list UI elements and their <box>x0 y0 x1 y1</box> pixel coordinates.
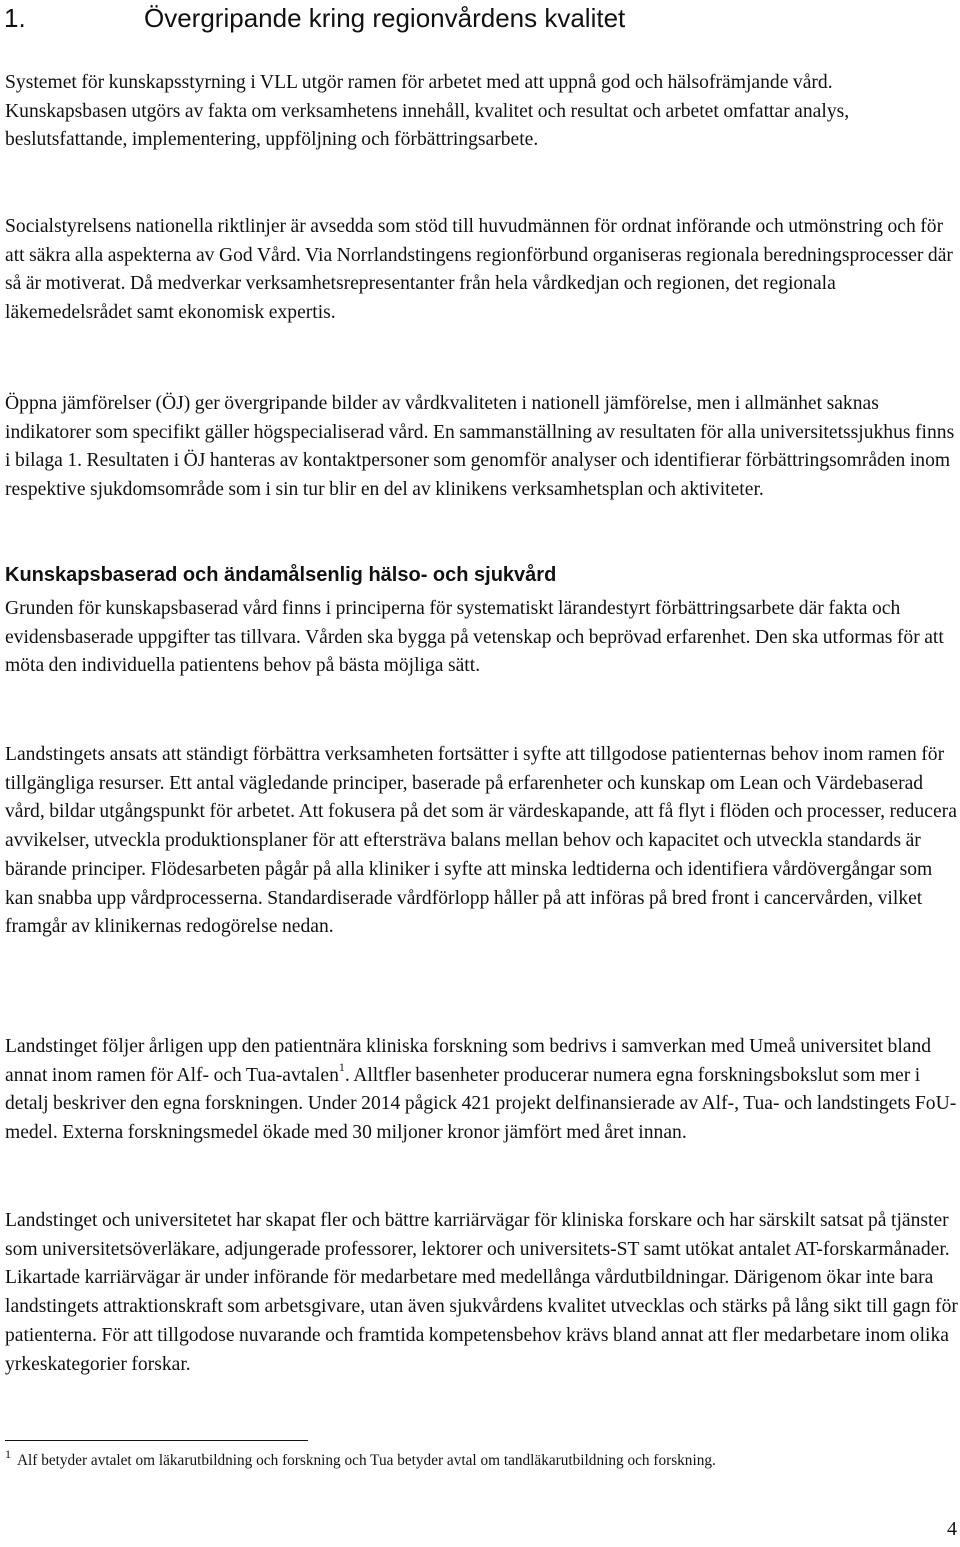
paragraph-kunskapsstyrning: Systemet för kunskapsstyrning i VLL utgör ramen för arbetet med att uppnå god och hälsofrämjande vård. Kunskapsbasen utgörs av fakta om verksamhetens innehåll, kvalitet och resultat och arbetet omfattar analys, beslutsfattande, implementering, uppföljning och förbättringsarbete. <box>5 72 850 151</box>
paragraph-riktlinjer: Socialstyrelsens nationella riktlinjer är avsedda som stöd till huvudmännen för ordnat införande och utmönstring och för att säkra alla aspekterna av God Vård. Via Norrlandstingens regionförbund organiseras regionala beredningsprocesser där så är motiverat. Då medverkar verksamhetsrepresentanter från hela vårdkedjan och regionen, det regionala läkemedelsrådet samt ekonomisk expertis. <box>5 216 953 324</box>
subsection-heading: Kunskapsbaserad och ändamålsenlig hälso- och sjukvård <box>5 564 557 586</box>
research-text-start: Landstinget följer årligen upp den patientnära kliniska forskning som bedrivs i samverkan med Umeå universitet bland annat inom ramen för Alf- och Tua-avtalen <box>5 1036 932 1086</box>
paragraph-kunskapsbaserad-vard: Grunden för kunskapsbaserad vård finns i principerna för systematiskt lärandestyrt förbättringsarbete där fakta och evidensbaserade uppgifter tas tillvara. Vården ska bygga på vetenskap och beprövad erfarenhet. Den ska utformas för att möta den individuella patientens behov på bästa möjliga sätt. <box>5 598 944 677</box>
footnote-reference[interactable]: 1 <box>338 1060 345 1075</box>
footnote-mark: 1 <box>5 1447 11 1461</box>
page-number: 4 <box>947 1518 957 1540</box>
footnote <box>5 1447 716 1472</box>
paragraph-karriarvagar: Landstinget och universitetet har skapat fler och bättre karriärvägar för kliniska forskare och har särskilt satsat på tjänster som universitetsöverläkare, adjungerade professorer, lektorer och universitets-ST samt utökat antalet AT-forskarmånader. Likartade karriärvägar är under införande för medarbetare med medellånga vårdutbildningar. Därigenom ökar inte bara landstingets attraktionskraft som arbetsgivare, utan även sjukvårdens kvalitet utvecklas och stärks på lång sikt till gagn för patienterna. För att tillgodose nuvarande och framtida kompetensbehov krävs bland annat att fler medarbetare inom olika yrkeskategorier forskar. <box>5 1210 958 1375</box>
footnote-text: Alf betyder avtalet om läkarutbildning och forskning och Tua betyder avtal om tandläkarutbildning och forskning. <box>17 1452 716 1469</box>
section-title: Övergripande kring regionvårdens kvalitet <box>144 3 626 33</box>
section-heading <box>4 0 625 36</box>
paragraph-oppna-jamforelser: Öppna jämförelser (ÖJ) ger övergripande bilder av vårdkvaliteten i nationell jämförelse, men i allmänhet saknas indikatorer som specifikt gäller högspecialiserad vård. En sammanställning av resultaten för alla universitetssjukhus finns i bilaga 1. Resultaten i ÖJ hanteras av kontaktpersoner som genomför analyser och identifierar förbättringsområden inom respektive sjukdomsområde som i sin tur blir en del av klinikens verksamhetsplan och aktiviteter. <box>5 393 955 501</box>
section-number: 1. <box>4 3 26 33</box>
research-text-end: . Alltfler basenheter producerar numera egna forskningsbokslut som mer i detalj beskriver den egna forskningen. Under 2014 pågick 421 projekt delfinansierade av Alf-, Tua- och landstingets FoU-medel. Externa forskningsmedel ökade med 30 miljoner kronor jämfört med året innan. <box>5 1064 957 1144</box>
footnote-separator <box>5 1440 308 1441</box>
paragraph-forbattringsarbete: Landstingets ansats att ständigt förbättra verksamheten fortsätter i syfte att tillgodose patienternas behov inom ramen för tillgängliga resurser. Ett antal vägledande principer, baserade på erfarenheter och kunskap om Lean och Värdebaserad vård, bildar utgångspunkt för arbetet. Att fokusera på det som är värdeskapande, att få flyt i flöden och processer, reducera avvikelser, utveckla produktionsplaner för att eftersträva balans mellan behov och kapacitet och utveckla standards är bärande principer. Flödesarbeten pågår på alla kliniker i syfte att minska ledtiderna och identifiera vårdövergångar som kan snabba upp vårdprocesserna. Standardiserade vårdförlopp håller på att införas på bred front i cancervården, vilket framgår av klinikernas redogörelse nedan. <box>5 744 957 938</box>
paragraph-klinisk-forskning <box>5 1033 960 1148</box>
